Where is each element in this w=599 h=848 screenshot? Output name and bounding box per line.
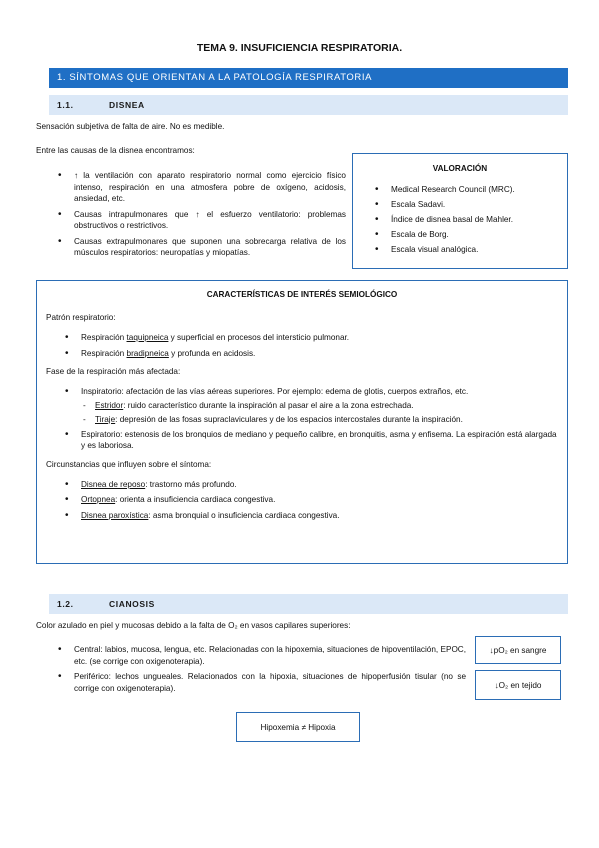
- page-title: TEMA 9. INSUFICIENCIA RESPIRATORIA.: [196, 42, 403, 54]
- circunstancias-label: Circunstancias que influyen sobre el síntoma:: [46, 459, 212, 469]
- sub-list-item: - Estridor: ruido característico durante la inspiración al pasar el aire a la zona estrechada.: [81, 400, 557, 411]
- list-item: • Escala visual analógica.: [373, 244, 567, 256]
- subsection-label: DISNEA: [109, 100, 145, 110]
- list-item: • Inspiratorio: afectación de las vías aéreas superiores. Por ejemplo: edema de glotis, cuerpos extraños, etc. - Estridor: ruido característico durante la inspiración al pasar el aire a la zona estrechada. - Tiraje: depresión de las fosas supraclaviculares y de los espacios intercostales durante la inspiración.: [63, 386, 557, 425]
- fase-label: Fase de la respiración más afectada:: [46, 367, 181, 376]
- list-item: • Causas intrapulmonares que ↑ el esfuerzo ventilatorio: problemas obstructivos o restrictivos.: [56, 209, 346, 232]
- list-item: • Respiración taquipneica y superficial en procesos del intersticio pulmonar.: [63, 332, 557, 344]
- list-item: • Central: labios, mucosa, lengua, etc. Relacionadas con la hipoxemia, situaciones de hipoventilación, EPOC, etc. (se corrige con oxigenoterapia).: [56, 644, 466, 667]
- list-item: • Causas extrapulmonares que suponen una sobrecarga relativa de los músculos respiratorios: neuropatías y miopatías.: [56, 236, 346, 259]
- subsection-header-cianosis: [49, 594, 568, 614]
- valoracion-box: [352, 153, 568, 269]
- list-item: • Periférico: lechos ungueales. Relacionados con la hipoxia, situaciones de hipoperfusión tisular (no se corrige con oxigenoterapia).: [56, 671, 466, 694]
- sub-list-item: - Tiraje: depresión de las fosas supraclaviculares y de los espacios intercostales durante la inspiración.: [81, 414, 557, 425]
- semiologico-title: CARACTERÍSTICAS DE INTERÉS SEMIOLÓGICO: [206, 290, 398, 299]
- list-item: • ↑ la ventilación con aparato respiratorio normal como ejercicio físico intenso, respiración en una atmosfera pobre de oxígeno, acidosis, ansiedad, etc.: [56, 170, 346, 205]
- subsection-number: 1.2.: [57, 599, 74, 609]
- list-item: • Disnea paroxística: asma bronquial o insuficiencia cardiaca congestiva.: [63, 510, 557, 522]
- cianosis-definition: Color azulado en piel y mucosas debido a la falta de O₂ en vasos capilares superiores:: [36, 621, 351, 630]
- cianosis-list: [56, 644, 466, 698]
- section-header: 1. SÍNTOMAS QUE ORIENTAN A LA PATOLOGÍA RESPIRATORIA: [49, 68, 568, 88]
- valoracion-title: VALORACIÓN: [432, 164, 488, 173]
- disnea-definition: Sensación subjetiva de falta de aire. No es medible.: [36, 122, 225, 131]
- list-item: • Espiratorio: estenosis de los bronquios de mediano y pequeño calibre, en bronquitis, asma y enfisema. La espiración está alargada y es laboriosa.: [63, 429, 557, 452]
- list-item: • Respiración bradipneica y profunda en acidosis.: [63, 348, 557, 360]
- o2-tejido-box: ↓O₂ en tejido: [475, 670, 561, 700]
- list-item: • Disnea de reposo: trastorno más profundo.: [63, 479, 557, 491]
- hipoxemia-hipoxia-box: Hipoxemia ≠ Hipoxia: [236, 712, 360, 742]
- subsection-number: 1.1.: [57, 100, 74, 110]
- subsection-label: CIANOSIS: [109, 599, 155, 609]
- disnea-causes-intro: Entre las causas de la disnea encontramos:: [36, 146, 195, 155]
- disnea-causes: [56, 170, 346, 263]
- list-item: • Escala de Borg.: [373, 229, 567, 241]
- list-item: • Ortopnea: orienta a insuficiencia cardiaca congestiva.: [63, 494, 557, 506]
- list-item: • Medical Research Council (MRC).: [373, 184, 567, 196]
- po2-sangre-box: ↓pO₂ en sangre: [475, 636, 561, 664]
- list-item: • Índice de disnea basal de Mahler.: [373, 214, 567, 226]
- patron-label: Patrón respiratorio:: [46, 313, 116, 322]
- list-item: • Escala Sadavi.: [373, 199, 567, 211]
- subsection-header-disnea: [49, 95, 568, 115]
- semiologico-box: [36, 280, 568, 564]
